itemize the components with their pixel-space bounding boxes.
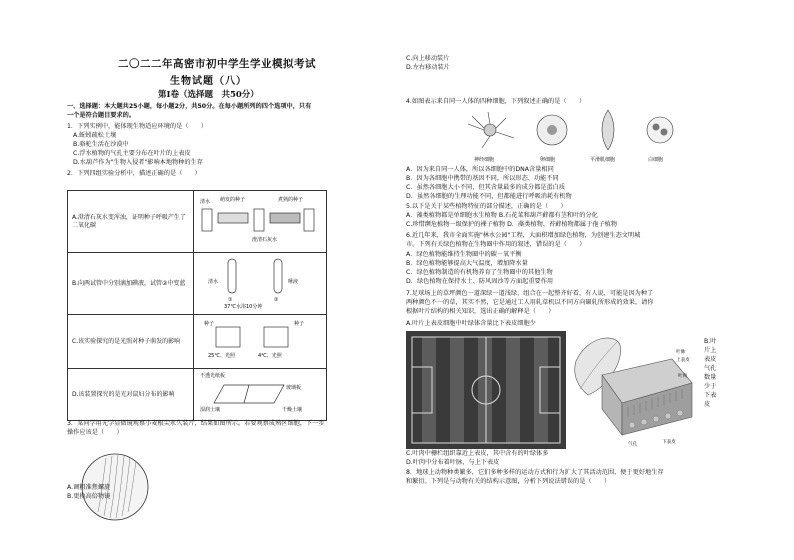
fig-b-label-bath: 37℃水浴10分钟 [224, 304, 263, 310]
q7-leaf-structure-figure [568, 331, 700, 449]
fig-c-label-25: 25℃、光照 [208, 353, 235, 359]
label-upper-epidermis: 上表皮 [676, 358, 690, 363]
fig-d-divider [244, 385, 249, 403]
fig-a-bottle-3 [304, 209, 314, 231]
fig-b-tube-2 [274, 259, 282, 293]
q4-stem: 4.如图表示来自同一人体的四种细胞，下列叙述正确的是（ ） [406, 98, 586, 105]
fig-a-label-cooked: 煮熟的种子 [278, 197, 304, 203]
q7-stem-line2: 两种颜色不一的草，其实不然，它是通过工人用轧草机以不同方向碾轧所形成的效果。请你 [406, 299, 654, 306]
fig-b-label-tube1: ① [228, 297, 233, 303]
q6-option-d: D．绿色植物在保持水土、防风固沙等方面起重要作用 [406, 278, 554, 285]
white-blood-cell-figure [647, 117, 673, 143]
fig-a-bottle-1 [202, 209, 212, 231]
smooth-muscle-cell-figure [602, 110, 614, 150]
q7-soccer-field-photo [406, 331, 566, 449]
fig-d-tray [214, 385, 284, 403]
egg-cell-figure [537, 115, 567, 145]
q7-option-b-line4: 气孔 [704, 365, 717, 372]
fig-c-label-seeds2: 种子 [294, 321, 305, 327]
section-heading: 第Ⅰ卷（选择题 共50分） [158, 90, 259, 100]
label-white-blood-cell: 白细胞 [648, 157, 664, 163]
label-egg-cell: 卵细胞 [540, 157, 556, 163]
instructions-line2: 一个是符合题目要求的。 [67, 112, 136, 119]
q2-row-c-text: C.该实验探究的是光照对种子萌发的影响 [68, 315, 194, 369]
q6-stem-line1: 6.近几年来，我市全面实施"林水公园"工程，大面积增加绿色植物，为创建生态文明城 [406, 232, 641, 239]
q6-option-b: B．绿色植物能够提高大气温度，增加降水量 [406, 260, 528, 267]
q1-option-b: B.骆驼生活在沙漠中 [73, 141, 129, 148]
q7-option-b-line6: 少于 [704, 383, 717, 390]
fig-b-label-tube2: ② [274, 297, 279, 303]
q2-row-d-text: D.该装置探究的是光对鼠妇分布的影响 [68, 369, 194, 421]
q5-options-ab: A．藻类植物都是单细胞水生植物 B.石花菜和葫芦藓都有茎和叶的分化 [406, 212, 598, 219]
q3-option-a: A.调粗准焦螺旋 [67, 484, 111, 491]
label-stoma: 气孔 [628, 442, 638, 447]
q7-option-c: C.叶肉中栅栏组织靠近上表皮，其中含有的叶绿体多 [406, 450, 549, 457]
page-subtitle: 生物试题（八） [170, 76, 247, 87]
fig-d-label-wet: 湿润土壤 [200, 407, 221, 413]
q7-option-b-line1: B.叶 [704, 338, 717, 345]
label-neuron: 神经细胞 [474, 157, 495, 163]
label-vein: 叶脉 [676, 350, 686, 355]
q5-stem: 5.以下是关于某些植物特征的部分描述，正确的是（ ） [406, 203, 567, 210]
q2-row-a-figure [194, 191, 327, 253]
q1-option-c: C.浮水植物的气孔主要分布在叶片的上表皮 [73, 150, 191, 157]
fig-a-bottle-2 [254, 209, 264, 231]
fig-d-label-board: 不透光纸板 [200, 373, 226, 379]
fig-d-label-dry: 干燥土壤 [282, 407, 303, 413]
fig-b-tube-1 [228, 259, 236, 293]
fig-a-label-water: 清水 [200, 199, 211, 205]
q1-stem: 1．下列实例中，能体现生物适应环境的是（ ） [67, 123, 208, 130]
q2-row-d-figure [194, 369, 327, 421]
q7-option-b-line8: 皮 [704, 401, 711, 408]
q7-option-b-line7: 下表 [704, 392, 717, 399]
q7-option-b-line3: 表皮 [704, 356, 717, 363]
fig-c-label-seeds1: 种子 [204, 321, 215, 327]
instructions-line1: 一、选择题：本大题共25小题，每小题2分，共50分。在每小题所列的四个选项中，只有 [67, 103, 312, 110]
q1-option-a: A.蚯蚓疏松土壤 [73, 132, 117, 139]
page-title: 二〇二二年高密市初中学生学业模拟考试 [118, 58, 316, 70]
q2-row-b-text: B.向两试管中分别滴加碘液，试管②中变蓝 [68, 253, 194, 315]
q7-option-a: A.叶片上表皮细胞中叶绿体含量比下表皮细胞少 [406, 320, 536, 327]
q5-options-cd: C.珍惜濒危植物一级保护的裸子植物 D．藻类植物、苔藓植物都属于孢子植物 [406, 221, 618, 228]
q7-stem-line1: 7.足球场上的草坪颜色一道深绿一道浅绿，组合在一起整齐好看，有人说，可能是因为种了 [406, 290, 654, 297]
q3-option-c: C.向上移动装片 [406, 55, 450, 62]
fig-d-label-glass: 玻璃板 [286, 385, 302, 391]
q4-option-b: B．因为各细胞中携带的基因不同，所以形态、功能不同 [406, 175, 559, 182]
fig-b-label-water: 清水 [208, 279, 219, 285]
fig-b-label-saliva: 唾液 [288, 279, 299, 285]
q7-stem-line3: 根据叶片结构的相关知识，选出正确的解释是（ ） [406, 308, 555, 315]
q6-option-c: C．绿色植物制造的有机物养育了生物圈中的其他生物 [406, 269, 553, 276]
q3-stem-line2: 操作应该是（ ） [67, 429, 123, 436]
q2-table [67, 190, 327, 421]
q8-stem-line2: 和繁衍。下列是与动物有关的结构示意图，分析下列说法错误的是（ ） [406, 478, 611, 485]
q2-row-b-figure [194, 253, 327, 315]
q3-stem-line1: 3．某同学用光学显微镜观察小麦根尖永久装片，结果如图所示。若要观察成熟区细胞，下一步 [67, 420, 325, 427]
q6-option-a: A．绿色植物能维持生物圈中的碳－氧平衡 [406, 251, 522, 258]
q2-row-a-text: A.澄清石灰水变浑浊，证明种子呼吸产生了二氧化碳 [68, 191, 194, 253]
q7-option-b-line2: 片上 [704, 347, 717, 354]
fig-c-label-4: 4℃、光照 [258, 353, 282, 359]
label-mesophyll: 叶肉 [678, 374, 688, 379]
q3-option-d: D.左右移动装片 [406, 64, 450, 71]
fig-c-beaker-2 [264, 327, 288, 347]
q1-option-d: D.水葫芦作为"生物入侵者"影响本地物种的生存 [73, 159, 203, 166]
fig-a-label-limewater: 澄清石灰水 [252, 237, 278, 243]
q3-option-b: B.更换高倍物镜 [67, 493, 111, 500]
q7-option-d: D.叶肉中分布着叶脉，与上下表皮 [406, 459, 500, 466]
fig-a-tube-2 [270, 213, 300, 223]
label-lower-epidermis: 下表皮 [662, 440, 676, 445]
fig-c-beaker-1 [216, 327, 240, 347]
q4-option-a: A．因为来自同一人体，所以各细胞中的DNA含量相同 [406, 166, 554, 173]
q4-option-d: D．虽然各细胞的生理功能不同，但都能进行呼吸消耗有机物 [406, 193, 572, 200]
label-smooth-muscle: 平滑肌细胞 [590, 157, 616, 163]
neuron-figure [468, 112, 514, 148]
q6-stem-line2: 市。下列有关绿色植物在生物圈中作用的叙述，错误的是（ ） [406, 241, 586, 248]
q4-cells-figure [460, 108, 690, 164]
q4-option-c: C．虽然各细胞大小不同，但其含量最多的成分都是蛋白质 [406, 184, 566, 191]
q8-stem-line1: 8．地球上动物种类繁多，它们多种多样的运动方式和行为扩大了其活动范围，便于更好地生存 [406, 469, 664, 476]
q7-option-b-line5: 数量 [704, 374, 717, 381]
fig-a-tube-1 [218, 213, 248, 223]
fig-a-label-seeds: 萌发的种子 [220, 197, 246, 203]
q2-stem: 2．下列四组实验分析中，描述正确的是（ ） [67, 170, 201, 177]
q2-row-c-figure [194, 315, 327, 369]
